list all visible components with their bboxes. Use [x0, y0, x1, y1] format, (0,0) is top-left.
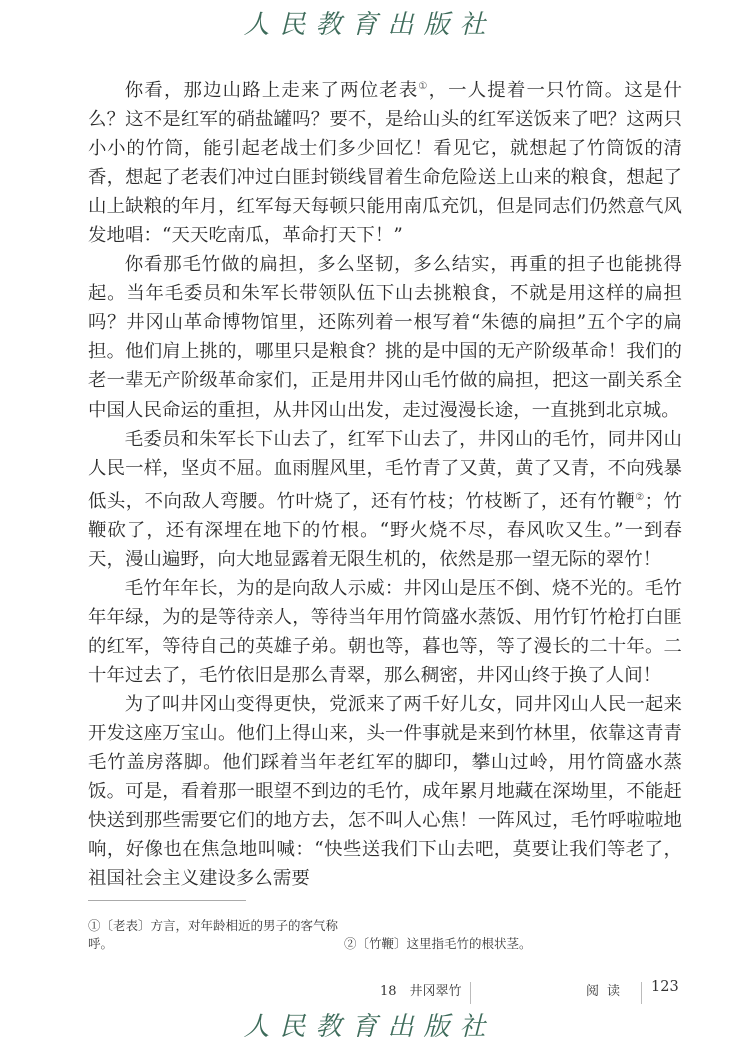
footnote-divider [88, 900, 246, 901]
footnotes [88, 916, 682, 952]
paragraph-text: 毛委员和朱军长下山去了，红军下山去了，井冈山的毛竹，同井冈山人民一样，坚贞不屈。血雨腥风里，毛竹青了又黄，黄了又青，不向残暴低头，不向敌人弯腰。竹叶烧了，还有竹枝；竹枝断了，还有竹鞭 [88, 428, 682, 512]
paragraph-1 [88, 72, 682, 250]
paragraph-text: ；竹鞭砍了，还有深埋在地下的竹根。“野火烧不尽，春风吹又生。”一到春天，漫山遍野，向大地显露着无限生机的，依然是那一望无际的翠竹！ [88, 490, 682, 570]
footnote-marker-1[interactable]: ① [418, 81, 429, 92]
paragraph-3 [88, 425, 682, 574]
paragraph-text: 毛竹年年长，为的是向敌人示威：井冈山是压不倒、烧不光的。毛竹年年绿，为的是等待亲人，等待当年用竹筒盛水蒸饭、用竹钉竹枪打白匪的红军，等待自己的英雄子弟。朝也等，暮也等，等了漫长的二十年。二十年过去了，毛竹依旧是那么青翠，那么稠密，井冈山终于换了人间！ [88, 577, 682, 686]
chapter-title: 18 井冈翠竹 [380, 984, 462, 999]
paragraph-text: 你看，那边山路上走来了两位老表 [124, 80, 419, 101]
paragraph-5 [88, 690, 682, 893]
paragraph-4 [88, 574, 682, 690]
footer-divider [641, 982, 642, 1004]
paragraph-2 [88, 250, 682, 424]
footnote-1: ①〔老表〕方言，对年龄相近的男子的客气称呼。 [88, 918, 339, 951]
article-body [88, 72, 682, 893]
publisher-logo-top: 人民教育出版社 [243, 10, 496, 40]
paragraph-text: ，一人提着一只竹筒。这是什么？这不是红军的硝盐罐吗？要不，是给山头的红军送饭来了吧？这两只小小的竹筒，能引起老战士们多少回忆！看见它，就想起了竹筒饭的清香，想起了老表们冲过白匪封锁线冒着生命危险送上山来的粮食，想起了山上缺粮的年月，红军每天每顿只能用南瓜充饥，但是同志们仍然意气风发地唱：“天天吃南瓜，革命打天下！” [88, 80, 682, 247]
page-number: 123 [651, 979, 679, 995]
publisher-logo-bottom: 人民教育出版社 [243, 1012, 496, 1042]
footnote-marker-2[interactable]: ② [635, 491, 645, 503]
paragraph-text: 你看那毛竹做的扁担，多么坚韧，多么结实，再重的担子也能挑得起。当年毛委员和朱军长带领队伍下山去挑粮食，不就是用这样的扁担吗？井冈山革命博物馆里，还陈列着一根写着“朱德的扁担”五个字的扁担。他们肩上挑的，哪里只是粮食？挑的是中国的无产阶级革命！我们的老一辈无产阶级革命家们，正是用井冈山毛竹做的扁担，把这一副关系全中国人民命运的重担，从井冈山出发，走过漫漫长途，一直挑到北京城。 [88, 254, 682, 421]
footer-divider [470, 982, 471, 1004]
footnote-2: ②〔竹鞭〕这里指毛竹的根状茎。 [343, 936, 532, 951]
paragraph-text: 为了叫井冈山变得更快，党派来了两千好儿女，同井冈山人民一起来开发这座万宝山。他们上得山来，头一件事就是来到竹林里，依靠这青青毛竹盖房落脚。他们踩着当年老红军的脚印，攀山过岭，用竹筒盛水蒸饭。可是，看着那一眼望不到边的毛竹，成年累月地藏在深坳里，不能赶快送到那些需要它们的地方去，怎不叫人心焦！一阵风过，毛竹呼啦啦地响，好像也在焦急地叫喊：“快些送我们下山去吧，莫要让我们等老了，祖国社会主义建设多么需要 [88, 693, 682, 890]
section-label: 阅读 [586, 984, 629, 999]
